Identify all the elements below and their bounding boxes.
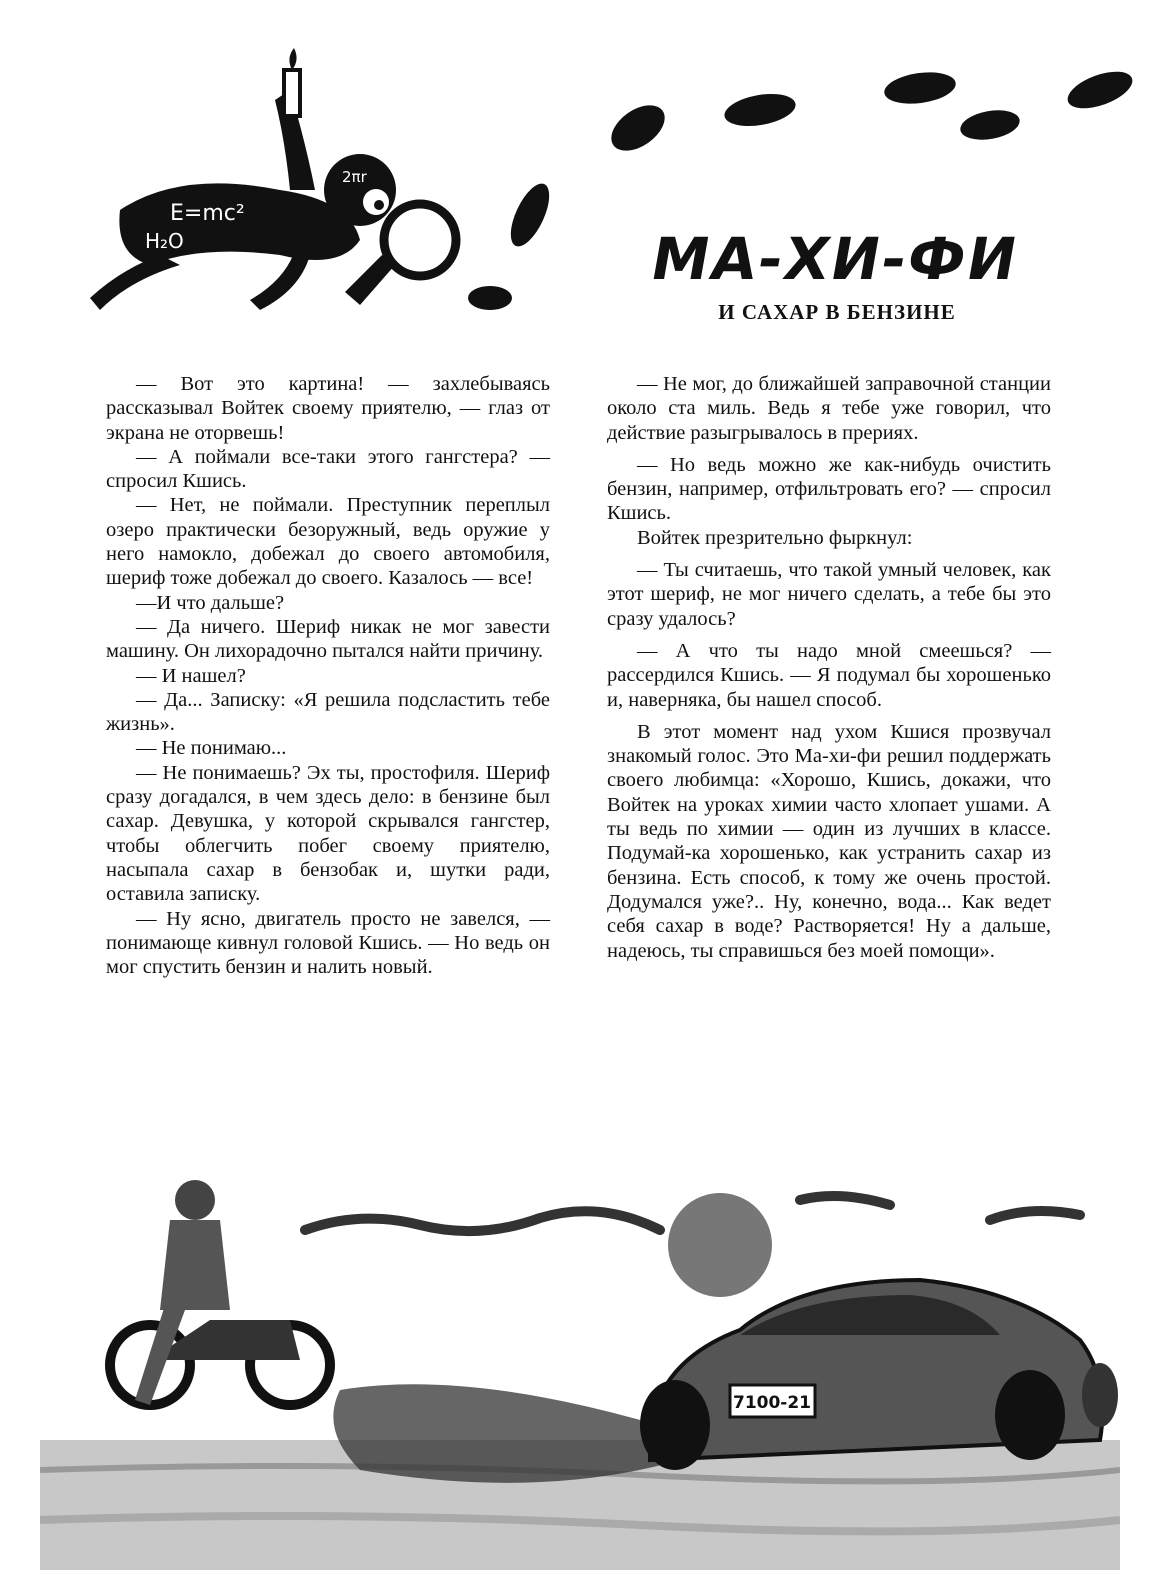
paragraph: — Да... Записку: «Я решила подсластить тебе жизнь». (106, 688, 550, 736)
paragraph: — А что ты надо мной смеешься? — рассердился Кшись. — Я подумал бы хорошенько и, наверняка, бы нашел способ. (607, 639, 1051, 711)
mahifi-character-icon (90, 48, 456, 310)
header-illustration (60, 40, 1150, 340)
paragraph: — Да ничего. Шериф никак не мог завести машину. Он лихорадочно пытался найти причину. (106, 615, 550, 663)
paragraph: — Нет, не поймали. Преступник переплыл озеро практически безоружный, ведь оружие у него намокло, добежал до своего автомобиля, шериф тоже добежал до своего. Казалось — все! (106, 494, 550, 590)
formula-h2o: H₂O (145, 229, 184, 253)
motorcycle-rider-icon (110, 1180, 330, 1405)
article-right-column (607, 372, 1051, 963)
paragraph: —И что дальше? (136, 591, 285, 614)
license-plate: 7100-21 (732, 1393, 812, 1413)
chase-illustration (40, 1170, 1120, 1570)
formula-emc2: E=mc² (170, 201, 245, 226)
paragraph: — Ну ясно, двигатель просто не завелся, — понимающе кивнул головой Кшись. — Но ведь он мог спустить бензин и налить новый. (106, 907, 550, 979)
paragraph: — Не понимаю... (136, 737, 287, 760)
paragraph: — Вот это картина! — захлебываясь рассказывал Войтек своему приятелю, — глаз от экрана не оторвешь! (106, 373, 550, 444)
car-icon (640, 1280, 1118, 1470)
paragraph: — Ты считаешь, что такой умный человек, как этот шериф, не мог ничего сделать, а тебе бы это сразу удалось? (607, 559, 1051, 630)
article-subtitle: И САХАР В БЕНЗИНЕ (718, 300, 956, 324)
article-left-column (106, 372, 550, 979)
paragraph: — Не понимаешь? Эх ты, простофиля. Шериф сразу догадался, в чем здесь дело: в бензине был сахар. Девушка, у которой скрывался гангстер, чтобы облегчить побег своему приятелю, насыпала сахар в бензобак и, шутки ради, оставила записку. (106, 761, 550, 906)
sun-icon (668, 1193, 772, 1297)
article-title: МА-ХИ-ФИ (645, 225, 1025, 293)
paragraph: В этот момент над ухом Кшися прозвучал знакомый голос. Это Ма-хи-фи решил поддержать своего любимца: «Хорошо, Кшись, докажи, что Войтек на уроках химии часто хлопает ушами. А ты ведь по химии — один из лучших в классе. Подумай-ка хорошенько, как устранить сахар из бензина. Есть способ, к тому же очень простой. Додумался уже?.. Ну, конечно, вода... Как ведет себя сахар в воде? Растворяется! Ну а дальше, надеюсь, ты справишься без моей помощи». (607, 720, 1051, 962)
paragraph: — А поймали все-таки этого гангстера? — спросил Кшись. (106, 445, 550, 493)
formula-2pir: 2πr (342, 168, 367, 186)
paragraph: Войтек презрительно фыркнул: (637, 526, 913, 549)
paragraph: — Не мог, до ближайшей заправочной станции около ста миль. Ведь я тебе уже говорил, что действие разыгрывалось в прериях. (607, 373, 1051, 444)
paragraph: — Но ведь можно же как-нибудь очистить бензин, например, отфильтровать его? — спросил Кшись. (607, 453, 1051, 525)
paragraph: — И нашел? (136, 664, 246, 687)
exhaust-dust-icon (333, 1384, 680, 1483)
